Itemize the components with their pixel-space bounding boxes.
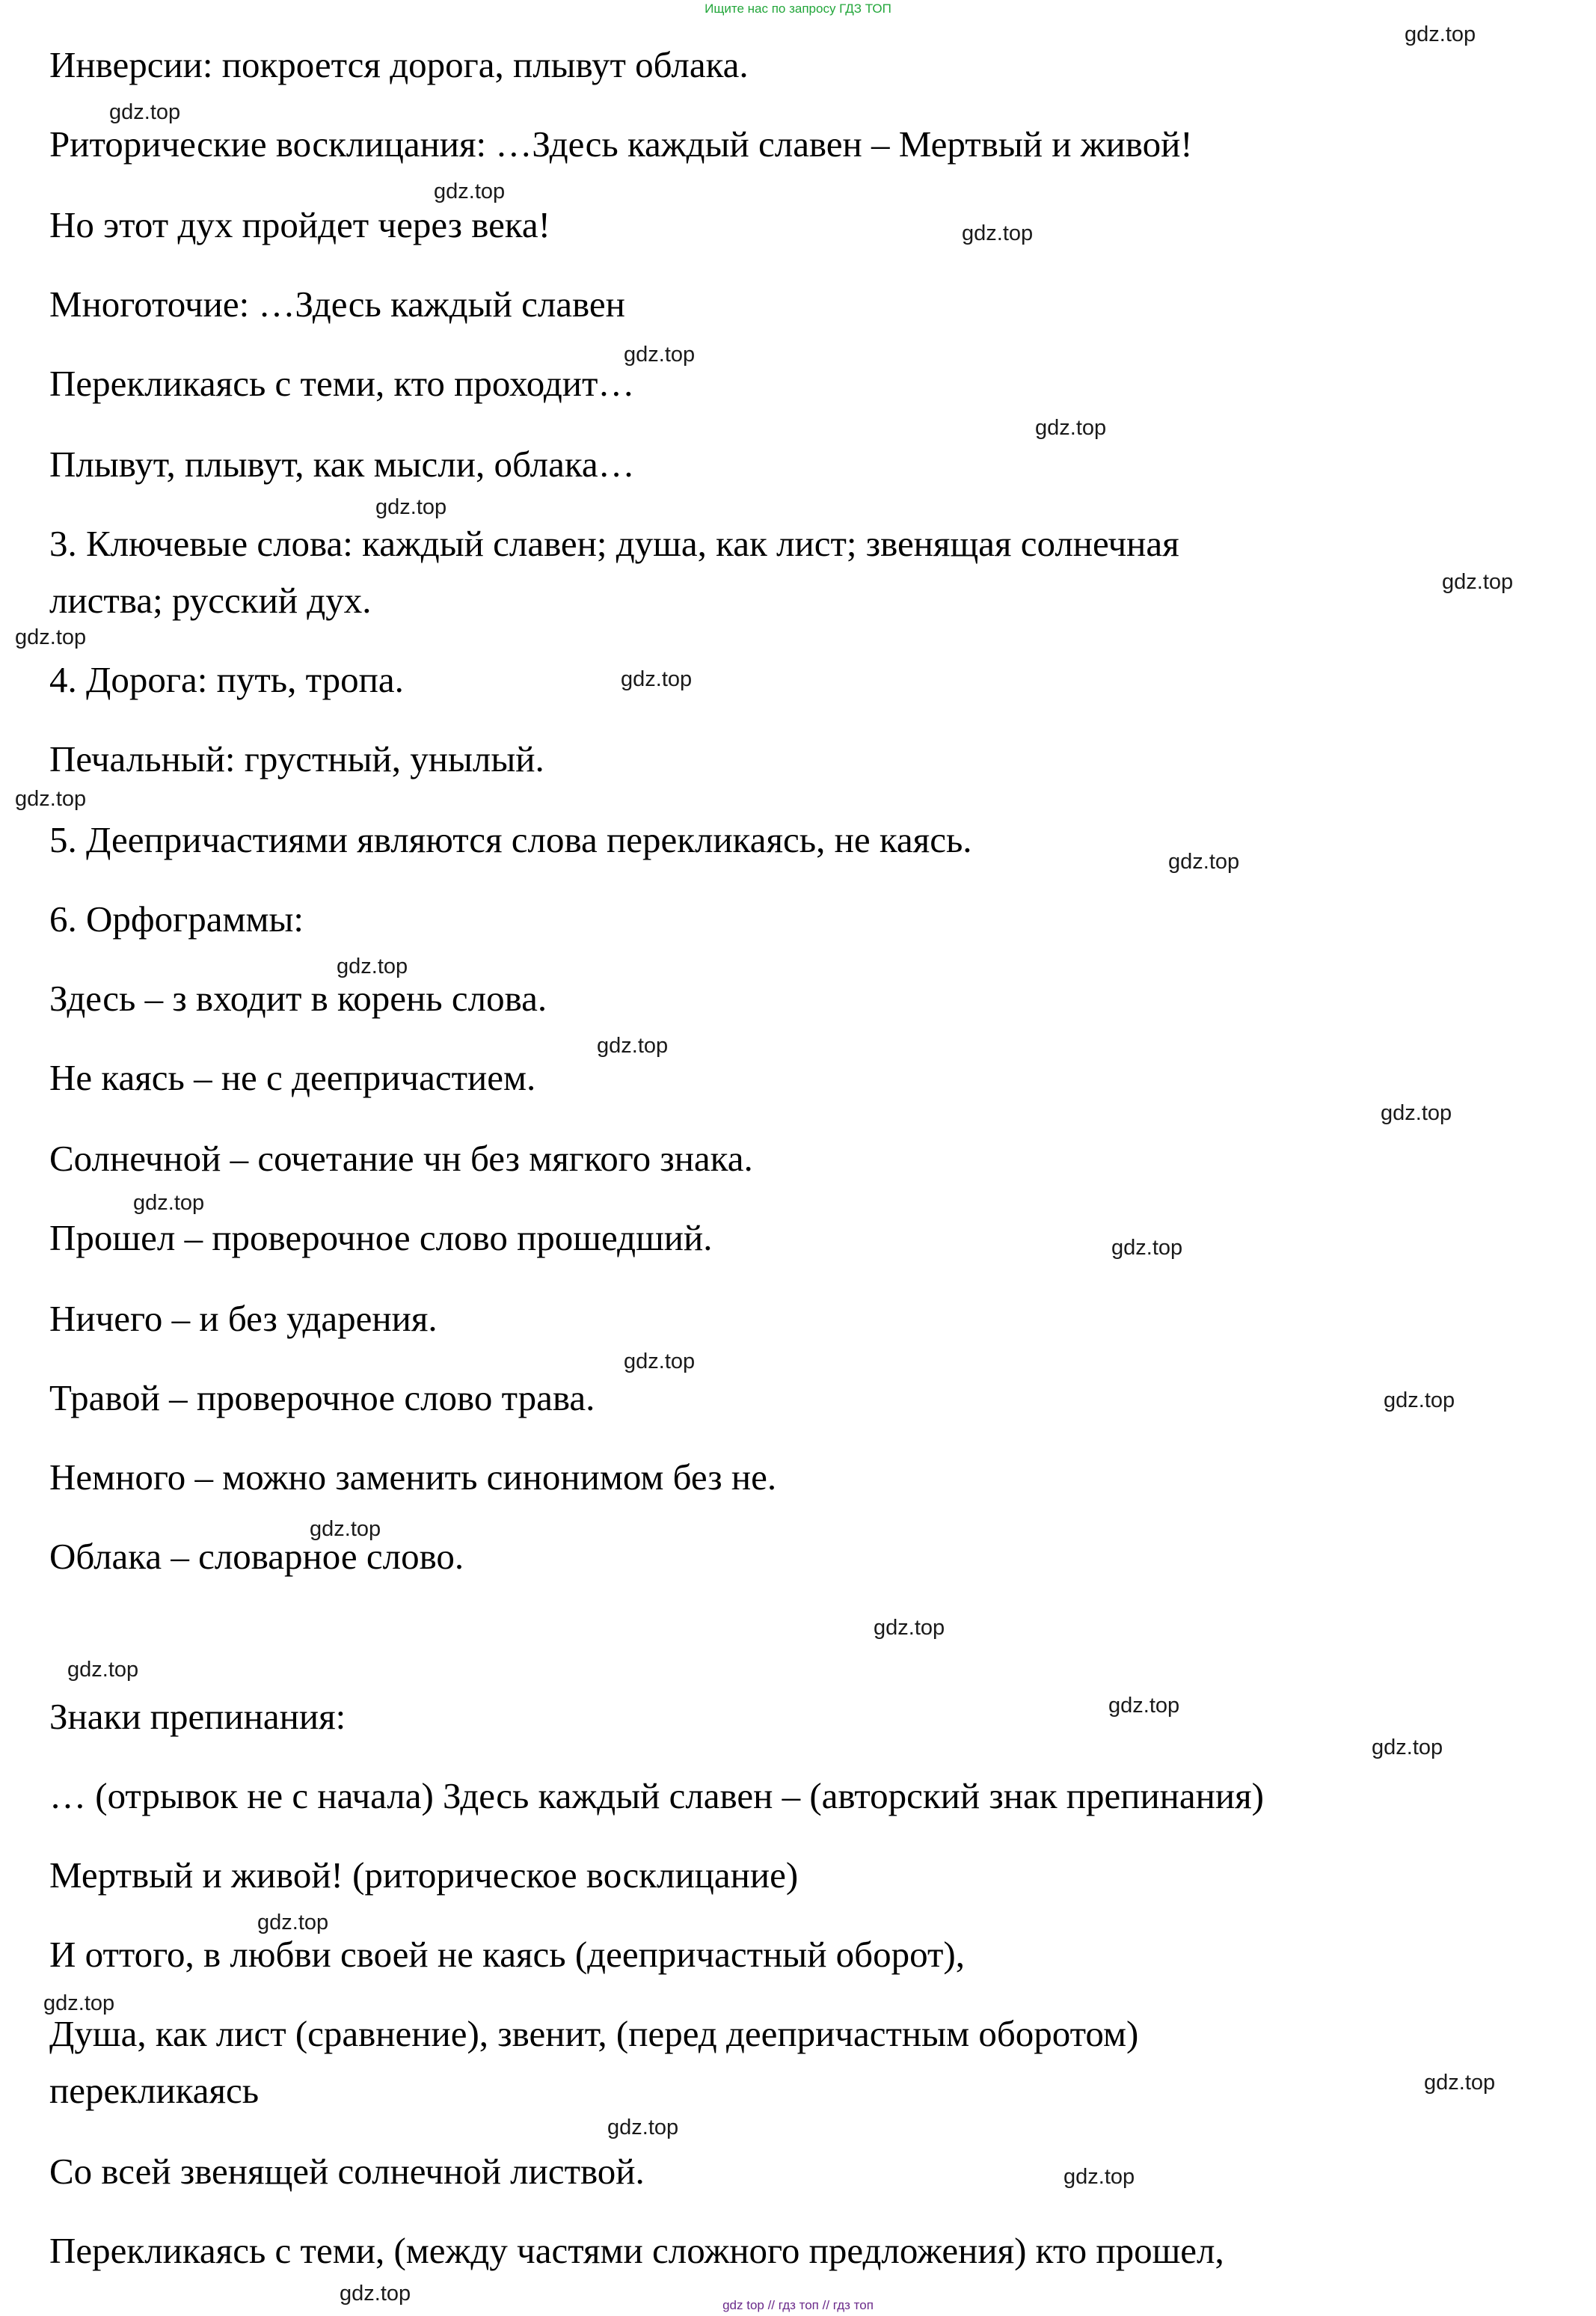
text-line: перекликаясь [49, 2070, 260, 2111]
text-line: Солнечной – сочетание чн без мягкого знака. [49, 1138, 753, 1179]
text-line: Со всей звенящей солнечной листвой. [49, 2151, 645, 2192]
text-line: Облака – словарное слово. [49, 1536, 464, 1577]
watermark-text: gdz.top [67, 1658, 139, 1682]
text-line: И оттого, в любви своей не каясь (деепричастный оборот), [49, 1934, 965, 1975]
watermark-text: gdz.top [375, 495, 447, 519]
watermark-text: gdz.top [1108, 1694, 1180, 1718]
text-line: Печальный: грустный, унылый. [49, 738, 544, 779]
watermark-text: gdz.top [1111, 1236, 1183, 1260]
text-line: Прошел – проверочное слово прошедший. [49, 1217, 713, 1258]
text-line: Знаки препинания: [49, 1696, 346, 1737]
watermark-text: gdz.top [621, 667, 693, 691]
text-line: 4. Дорога: путь, тропа. [49, 659, 404, 700]
text-line: листва; русский дух. [49, 580, 372, 621]
watermark-text: gdz.top [337, 955, 408, 978]
watermark-text: gdz.top [310, 1517, 381, 1541]
watermark-text: gdz.top [624, 1350, 696, 1373]
watermark-text: gdz.top [962, 221, 1034, 245]
watermark-text: gdz.top [257, 1911, 329, 1934]
watermark-text: gdz.top [1405, 22, 1476, 46]
text-line: Перекликаясь с теми, кто проходит… [49, 363, 635, 404]
watermark-text: gdz.top [1381, 1101, 1452, 1125]
header-banner[interactable]: Ищите нас по запросу ГДЗ ТОП [705, 1, 891, 16]
watermark-text: gdz.top [15, 625, 87, 649]
text-line: Мертвый и живой! (риторическое восклицание) [49, 1854, 799, 1896]
watermark-text: gdz.top [133, 1191, 205, 1215]
text-line: 6. Орфограммы: [49, 898, 304, 940]
watermark-text: gdz.top [109, 100, 181, 124]
text-line: Риторические восклицания: …Здесь каждый славен – Мертвый и живой! [49, 123, 1193, 165]
text-line: Немного – можно заменить синонимом без не. [49, 1456, 777, 1498]
watermark-text: gdz.top [340, 2282, 411, 2306]
text-line: Перекликаясь с теми, (между частями сложного предложения) кто прошел, [49, 2230, 1224, 2271]
watermark-text: gdz.top [874, 1616, 945, 1640]
text-line: Травой – проверочное слово трава. [49, 1377, 595, 1418]
watermark-text: gdz.top [434, 180, 506, 203]
text-line: Душа, как лист (сравнение), звенит, (перед деепричастным оборотом) [49, 2013, 1139, 2054]
text-line: Но этот дух пройдет через века! [49, 204, 550, 245]
footer-banner[interactable]: gdz top // гдз топ // гдз топ [722, 2298, 874, 2312]
watermark-text: gdz.top [1035, 416, 1107, 440]
text-line: Не каясь – не с деепричастием. [49, 1057, 536, 1098]
watermark-text: gdz.top [1442, 570, 1514, 594]
text-line: Инверсии: покроется дорога, плывут облака. [49, 44, 749, 85]
watermark-text: gdz.top [15, 787, 87, 811]
watermark-text: gdz.top [1064, 2165, 1135, 2189]
text-line: Многоточие: …Здесь каждый славен [49, 284, 625, 325]
watermark-text: gdz.top [1424, 2071, 1496, 2095]
watermark-text: gdz.top [43, 1991, 115, 2015]
text-line: Здесь – з входит в корень слова. [49, 978, 547, 1019]
watermark-text: gdz.top [1384, 1388, 1455, 1412]
watermark-text: gdz.top [597, 1034, 669, 1058]
text-line: 3. Ключевые слова: каждый славен; душа, как лист; звенящая солнечная [49, 523, 1179, 564]
watermark-text: gdz.top [624, 343, 696, 367]
text-line: 5. Деепричастиями являются слова перекликаясь, не каясь. [49, 819, 972, 860]
text-line: Ничего – и без ударения. [49, 1298, 438, 1339]
text-line: … (отрывок не с начала) Здесь каждый славен – (авторский знак препинания) [49, 1775, 1264, 1816]
watermark-text: gdz.top [1372, 1736, 1443, 1759]
watermark-text: gdz.top [607, 2116, 679, 2139]
text-line: Плывут, плывут, как мысли, облака… [49, 444, 635, 485]
watermark-text: gdz.top [1168, 850, 1240, 874]
